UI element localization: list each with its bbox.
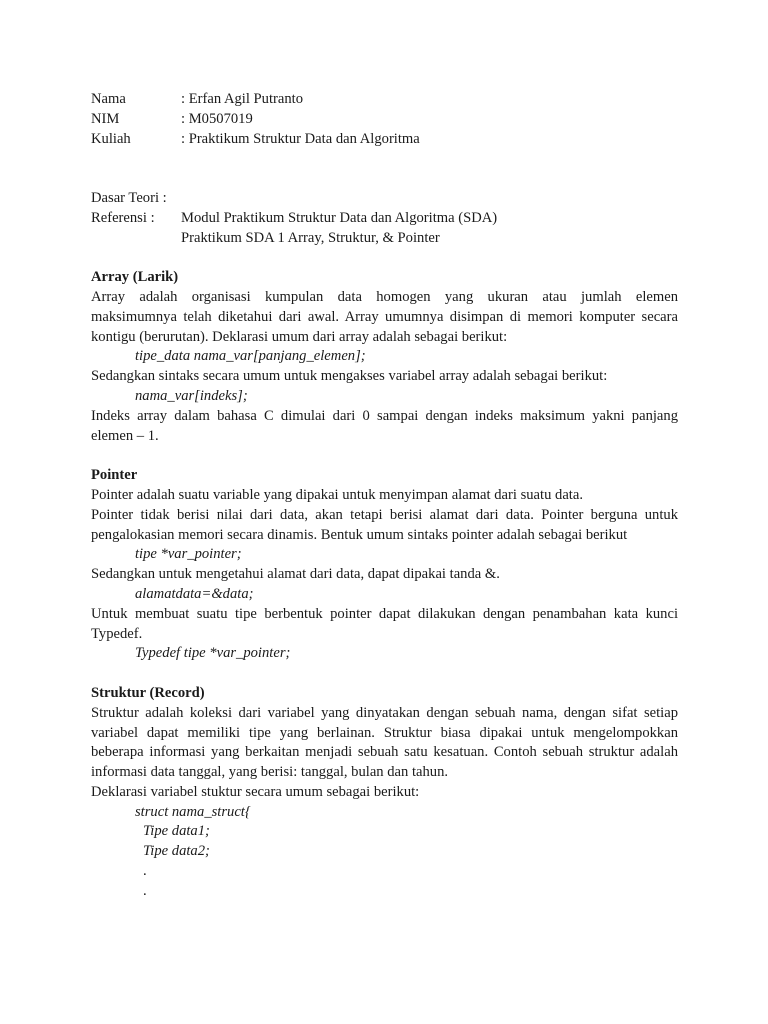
- info-value: : M0507019: [181, 110, 253, 127]
- paragraph-line: Sedangkan untuk mengetahui alamat dari data, dapat dipakai tanda &.: [91, 566, 500, 583]
- paragraph-line: Struktur adalah koleksi dari variabel yang dinyatakan dengan sebuah nama, dengan sifat setiap: [91, 704, 678, 721]
- info-label: Kuliah: [91, 130, 131, 147]
- paragraph-line: elemen – 1.: [91, 427, 159, 444]
- paragraph-line: Sedangkan sintaks secara umum untuk mengakses variabel array adalah sebagai berikut:: [91, 368, 608, 385]
- document-page: [91, 90, 678, 902]
- info-label: NIM: [91, 110, 120, 127]
- paragraph-line: informasi data tanggal, yang berisi: tanggal, bulan dan tahun.: [91, 764, 449, 781]
- paragraph-line: Pointer tidak berisi nilai dari data, akan tetapi berisi alamat dari data. Pointer berguna untuk: [91, 506, 678, 523]
- paragraph-line: maksimumnya telah diketahui dari awal. Array umumnya disimpan di memori komputer secara: [91, 308, 678, 325]
- code-line: Tipe data1;: [143, 823, 210, 840]
- paragraph-line: Indeks array dalam bahasa C dimulai dari 0 sampai dengan indeks maksimum yakni panjang: [91, 407, 678, 424]
- paragraph-line: Deklarasi variabel stuktur secara umum sebagai berikut:: [91, 783, 420, 800]
- info-row-nama: [91, 90, 678, 110]
- paragraph-line: beberapa informasi yang berkaitan menjadi sebuah satu kesatuan. Contoh sebuah struktur adalah: [91, 744, 678, 761]
- dasar-teori-title: Dasar Teori :: [91, 189, 167, 206]
- student-info: [91, 90, 678, 149]
- referensi-row: [91, 229, 678, 249]
- referensi-row: [91, 209, 678, 229]
- referensi-label: Referensi :: [91, 209, 155, 226]
- info-row-nim: [91, 110, 678, 130]
- code-line: nama_var[indeks];: [135, 387, 248, 404]
- code-line: Typedef tipe *var_pointer;: [135, 645, 291, 662]
- ellipsis-dot: .: [143, 863, 147, 880]
- info-label: Nama: [91, 91, 126, 107]
- paragraph-line: Untuk membuat suatu tipe berbentuk pointer dapat dilakukan dengan penambahan kata kunci: [91, 605, 678, 622]
- info-value: : Erfan Agil Putranto: [181, 91, 304, 107]
- referensi-line: Praktikum SDA 1 Array, Struktur, & Pointer: [181, 229, 440, 246]
- section-heading-array: Array (Larik): [91, 269, 179, 286]
- info-row-kuliah: [91, 130, 678, 150]
- code-line: struct nama_struct{: [135, 803, 251, 820]
- referensi-line: Modul Praktikum Struktur Data dan Algoritma (SDA): [181, 209, 498, 226]
- paragraph-line: Pointer adalah suatu variable yang dipakai untuk menyimpan alamat dari suatu data.: [91, 486, 583, 503]
- dasar-teori-section: [91, 189, 678, 248]
- code-line: alamatdata=&data;: [135, 585, 254, 602]
- pointer-section: [91, 466, 678, 664]
- paragraph-line: Typedef.: [91, 625, 143, 642]
- code-line: tipe *var_pointer;: [135, 546, 242, 563]
- paragraph-line: pengalokasian memori secara dinamis. Bentuk umum sintaks pointer adalah sebagai berikut: [91, 526, 628, 543]
- ellipsis-dot: .: [143, 882, 147, 899]
- section-heading-pointer: Pointer: [91, 467, 138, 484]
- paragraph-line: Array adalah organisasi kumpulan data homogen yang ukuran atau jumlah elemen: [91, 288, 678, 305]
- section-heading-struktur: Struktur (Record): [91, 684, 205, 701]
- paragraph-line: kontigu (berurutan). Deklarasi umum dari array adalah sebagai berikut:: [91, 328, 508, 345]
- paragraph-line: variabel dapat memiliki tipe yang berlainan. Struktur biasa dipakai untuk mengelompokkan: [91, 724, 678, 741]
- struktur-section: [91, 684, 678, 902]
- array-section: [91, 268, 678, 446]
- info-value: : Praktikum Struktur Data dan Algoritma: [181, 130, 420, 147]
- code-line: tipe_data nama_var[panjang_elemen];: [135, 348, 366, 365]
- code-line: Tipe data2;: [143, 843, 210, 860]
